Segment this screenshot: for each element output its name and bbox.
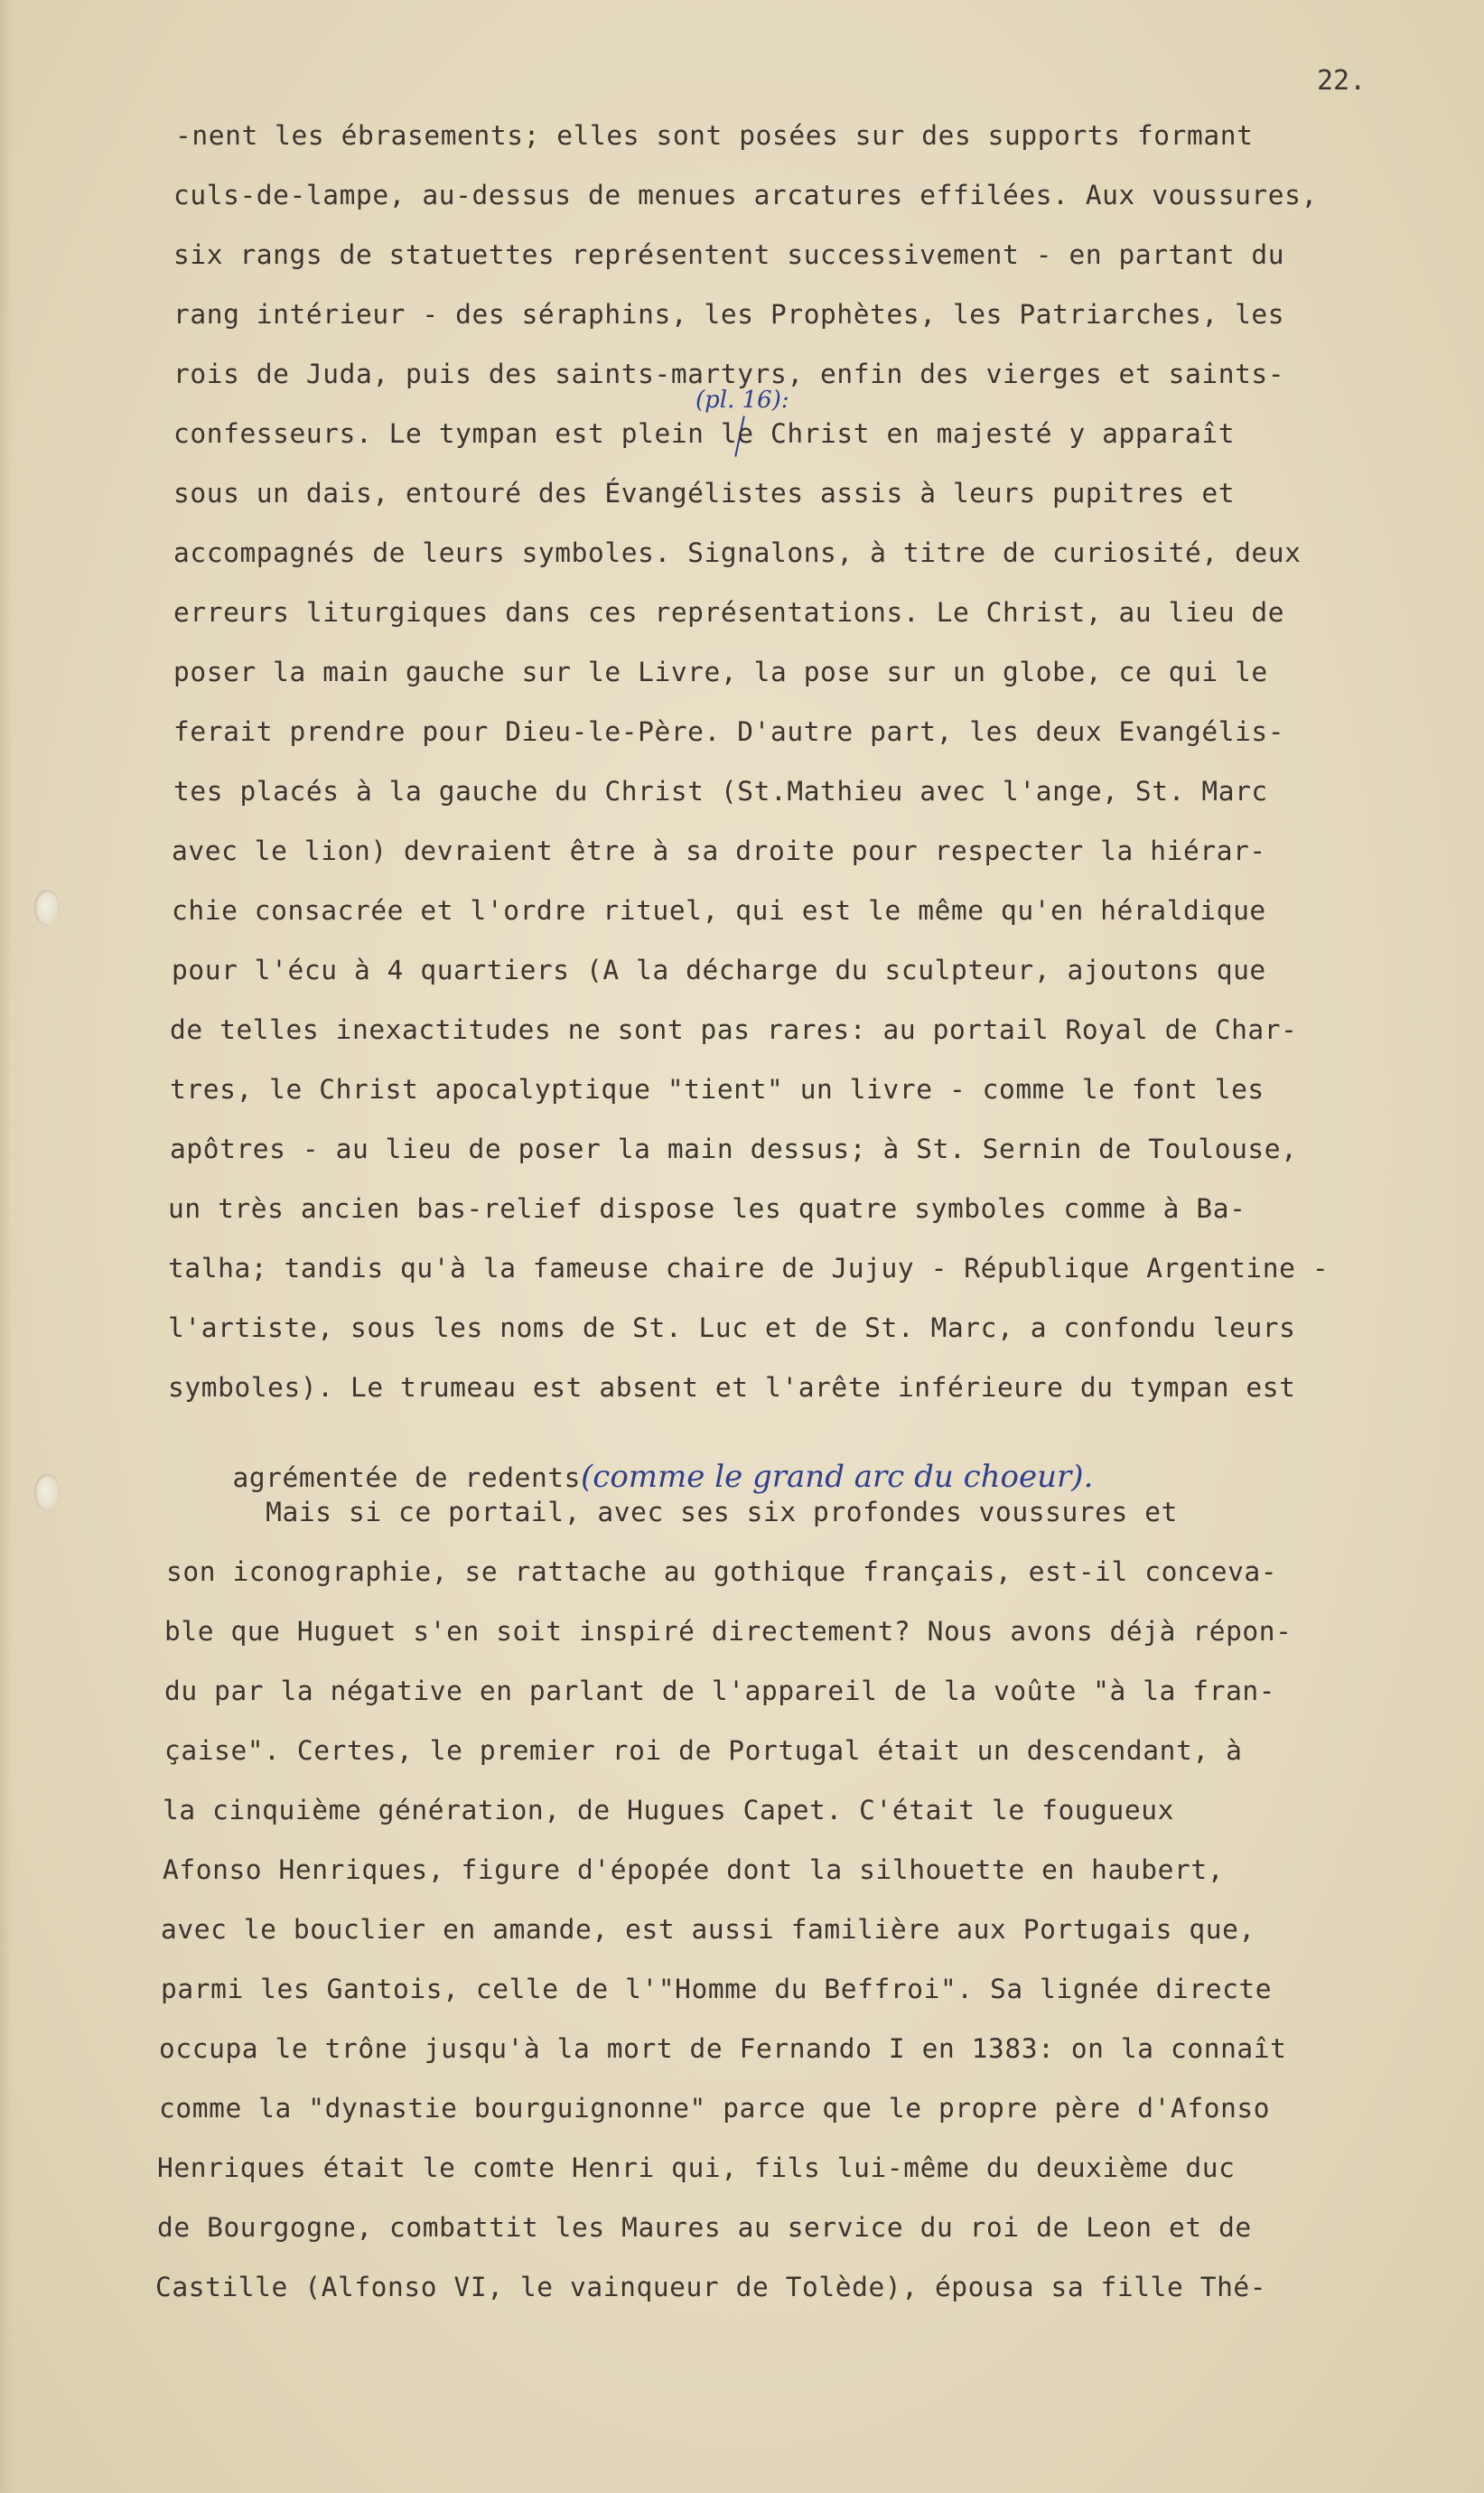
text-line: son iconographie, se rattache au gothique français, est-il conceva- xyxy=(166,1556,1278,1587)
text-line: çaise". Certes, le premier roi de Portugal était un descendant, à xyxy=(164,1735,1243,1766)
punch-hole-bottom xyxy=(34,1474,60,1510)
text-line: poser la main gauche sur le Livre, la pose sur un globe, ce qui le xyxy=(173,657,1268,687)
text-line: Mais si ce portail, avec ses six profondes voussures et xyxy=(166,1497,1178,1527)
text-line: six rangs de statuettes représentent successivement - en partant du xyxy=(173,239,1285,270)
text-line: sous un dais, entouré des Évangélistes assis à leurs pupitres et xyxy=(173,478,1236,509)
text-line: chie consacrée et l'ordre rituel, qui est le même qu'en héraldique xyxy=(172,895,1266,926)
text-line: Castille (Alfonso VI, le vainqueur de Tolède), épousa sa fille Thé- xyxy=(155,2272,1267,2302)
text-line: Henriques était le comte Henri qui, fils lui-même du deuxième duc xyxy=(157,2152,1236,2183)
text-line: Afonso Henriques, figure d'épopée dont la silhouette en haubert, xyxy=(163,1854,1225,1885)
handwritten-insert-above: (pl. 16): xyxy=(695,387,789,414)
page-number: 22. xyxy=(1317,65,1367,97)
text-line: rois de Juda, puis des saints-martyrs, enfin des vierges et saints- xyxy=(173,359,1285,389)
text-line: comme la "dynastie bourguignonne" parce que le propre père d'Afonso xyxy=(159,2093,1271,2124)
text-line: confesseurs. Le tympan est plein le Christ en majesté y apparaît xyxy=(173,418,1236,449)
text-line: un très ancien bas-relief dispose les quatre symboles comme à Ba- xyxy=(168,1193,1246,1224)
text-line: tes placés à la gauche du Christ (St.Mathieu avec l'ange, St. Marc xyxy=(173,776,1268,807)
text-line: pour l'écu à 4 quartiers (A la décharge du sculpteur, ajoutons que xyxy=(172,955,1266,985)
text-line: talha; tandis qu'à la fameuse chaire de Jujuy - République Argentine - xyxy=(168,1253,1330,1284)
text-line: l'artiste, sous les noms de St. Luc et de St. Marc, a confondu leurs xyxy=(168,1312,1296,1343)
text-line: de telles inexactitudes ne sont pas rares: au portail Royal de Char- xyxy=(170,1014,1298,1045)
text-line: tres, le Christ apocalyptique "tient" un livre - comme le font les xyxy=(170,1074,1265,1105)
typed-redents: agrémentée de redents xyxy=(232,1461,582,1493)
text-line: erreurs liturgiques dans ces représentations. Le Christ, au lieu de xyxy=(173,597,1285,628)
text-line: -nent les ébrasements; elles sont posées sur des supports formant xyxy=(175,120,1254,151)
text-line: du par la négative en parlant de l'appareil de la voûte "à la fran- xyxy=(164,1676,1276,1706)
text-line: ferait prendre pour Dieu-le-Père. D'autre part, les deux Evangélis- xyxy=(173,716,1285,747)
text-line: ble que Huguet s'en soit inspiré directement? Nous avons déjà répon- xyxy=(164,1616,1293,1647)
text-line: culs-de-lampe, au-dessus de menues arcatures effilées. Aux voussures, xyxy=(173,180,1318,210)
text-line: accompagnés de leurs symboles. Signalons, à titre de curiosité, deux xyxy=(173,537,1302,568)
text-line: parmi les Gantois, celle de l'"Homme du Beffroi". Sa lignée directe xyxy=(161,1974,1273,2004)
text-line: occupa le trône jusqu'à la mort de Fernando I en 1383: on la connaît xyxy=(159,2033,1287,2064)
text-line: la cinquième génération, de Hugues Capet. C'était le fougueux xyxy=(163,1795,1174,1825)
handwritten-redents-addition: (comme le grand arc du choeur). xyxy=(581,1458,1094,1495)
text-line: avec le lion) devraient être à sa droite pour respecter la hiérar- xyxy=(172,836,1266,866)
text-line: de Bourgogne, combattit les Maures au service du roi de Leon et de xyxy=(157,2212,1252,2243)
text-line: avec le bouclier en amande, est aussi familière aux Portugais que, xyxy=(161,1914,1255,1945)
punch-hole-top xyxy=(34,890,60,926)
text-line: symboles). Le trumeau est absent et l'arête inférieure du tympan est xyxy=(168,1372,1296,1403)
text-line: rang intérieur - des séraphins, les Prophètes, les Patriarches, les xyxy=(173,299,1285,330)
text-line: apôtres - au lieu de poser la main dessus; à St. Sernin de Toulouse, xyxy=(170,1134,1298,1164)
